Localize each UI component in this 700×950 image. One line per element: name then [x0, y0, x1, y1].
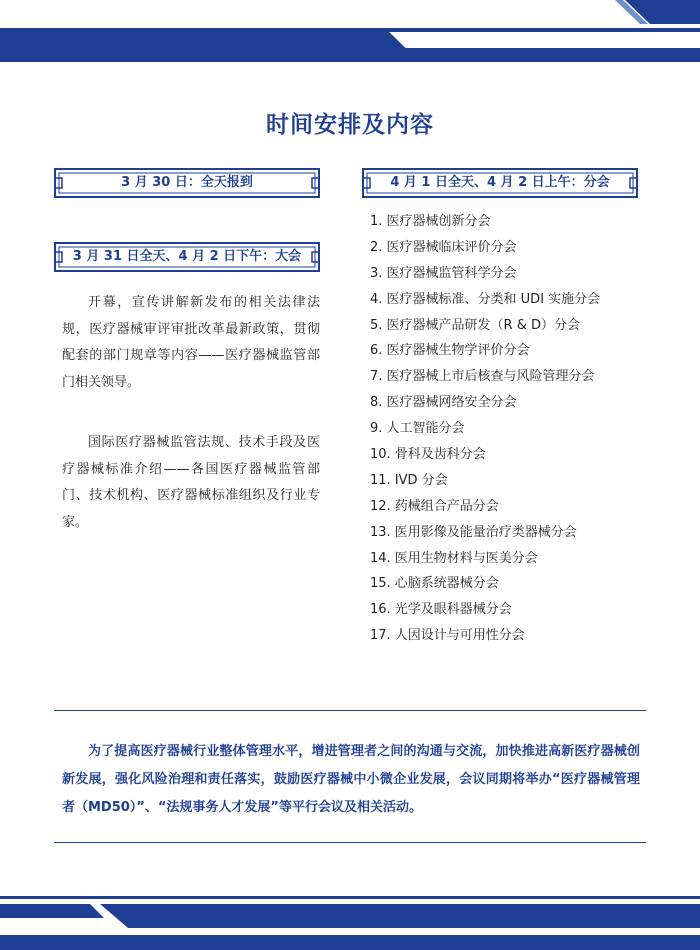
- list-item: 15. 心脑系统器械分会: [370, 576, 499, 592]
- list-item: 13. 医用影像及能量治疗类器械分会: [370, 524, 577, 540]
- bottom-note: 为了提高医疗器械行业整体管理水平，增进管理者之间的沟通与交流，加快推进高新医疗器械创新发展，强化风险治理和责任落实，鼓励医疗器械中小微企业发展，会议同期将举办“医疗器械管理者（MD50）”、“法规事务人才发展”等平行会议及相关活动。: [62, 744, 640, 815]
- list-item: 7. 医疗器械上市后核查与风险管理分会: [370, 369, 595, 385]
- list-item: 16. 光学及眼科器械分会: [370, 602, 512, 618]
- list-item: 4. 医疗器械标准、分类和 UDI 实施分会: [370, 291, 601, 307]
- banner-registration: [54, 168, 320, 198]
- list-item: 9. 人工智能分会: [370, 421, 465, 437]
- list-item: 11. IVD 分会: [370, 472, 448, 488]
- list-item: 3. 医疗器械监管科学分会: [370, 265, 517, 281]
- page-title: 时间安排及内容: [266, 112, 434, 138]
- top-decoration: [0, 0, 700, 80]
- list-item: 8. 医疗器械网络安全分会: [370, 395, 517, 411]
- list-item: 6. 医疗器械生物学评价分会: [370, 343, 530, 359]
- session-list: [370, 209, 600, 649]
- plenary-paragraph-1: 开幕，宣传讲解新发布的相关法律法规，医疗器械审评审批改革最新政策，贯彻配套的部门规章等内容——医疗器械监管部门相关领导。: [62, 295, 320, 390]
- list-item: 12. 药械组合产品分会: [370, 498, 499, 514]
- banner-sessions-label: 4 月 1 日全天、4 月 2 日上午：分会: [390, 175, 610, 190]
- banner-plenary: [54, 242, 320, 272]
- list-item: 1. 医疗器械创新分会: [370, 214, 491, 229]
- list-item: 2. 医疗器械临床评价分会: [370, 239, 517, 255]
- banner-sessions: [362, 168, 638, 198]
- list-item: 5. 医疗器械产品研发（R & D）分会: [370, 317, 580, 333]
- divider-bottom: [54, 842, 646, 843]
- plenary-paragraph-2: 国际医疗器械监管法规、技术手段及医疗器械标准介绍——各国医疗器械监管部门、技术机构、医疗器械标准组织及行业专家。: [62, 435, 320, 530]
- list-item: 17. 人因设计与可用性分会: [370, 628, 525, 644]
- banner-plenary-label: 3 月 31 日全天、4 月 2 日下午：大会: [72, 249, 302, 264]
- banner-registration-label: 3 月 30 日：全天报到: [121, 175, 253, 190]
- divider-top: [54, 710, 646, 711]
- list-item: 14. 医用生物材料与医美分会: [370, 550, 538, 566]
- list-item: 10. 骨科及齿科分会: [370, 447, 486, 463]
